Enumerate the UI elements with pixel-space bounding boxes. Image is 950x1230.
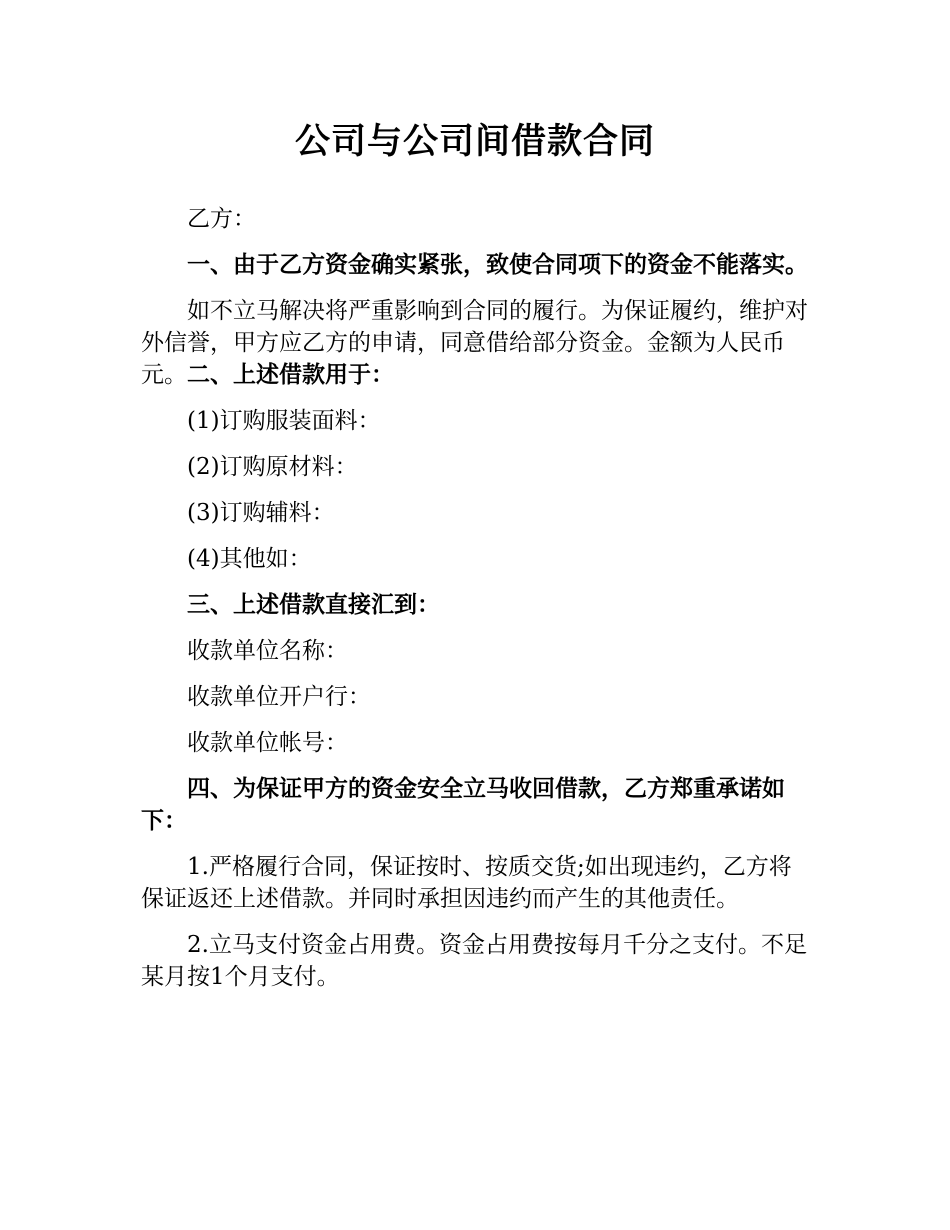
section-3-heading: 三、上述借款直接汇到： <box>187 592 440 618</box>
use-item-2: (2)订购原材料： <box>187 454 358 480</box>
payee-name-line: 收款单位名称： <box>187 638 348 664</box>
section-2-heading: 二、上述借款用于： <box>187 362 394 388</box>
use-item-3: (3)订购辅料： <box>187 500 335 526</box>
commitment-2: 2.立马支付资金占用费。资金占用费按每月千分之支付。不足某月按1个月支付。 <box>141 932 807 990</box>
document-body <box>141 203 813 1007</box>
payee-bank-line: 收款单位开户行： <box>187 684 371 710</box>
use-item-4: (4)其他如： <box>187 546 312 572</box>
section-1-heading: 一、由于乙方资金确实紧张，致使合同项下的资金不能落实。 <box>187 252 808 278</box>
commitment-1: 1.严格履行合同，保证按时、按质交货;如出现违约，乙方将保证返还上述借款。并同时承担因违约而产生的其他责任。 <box>141 854 792 912</box>
section-1-paragraph <box>141 295 813 391</box>
payee-account-line: 收款单位帐号： <box>187 730 348 756</box>
document-title: 公司与公司间借款合同 <box>294 122 655 162</box>
party-b-line: 乙方： <box>187 206 256 232</box>
section-4-heading: 四、为保证甲方的资金安全立马收回借款，乙方郑重承诺如下： <box>141 776 785 834</box>
use-item-1: (1)订购服装面料： <box>187 408 381 434</box>
section-1-body: 如不立马解决将严重影响到合同的履行。为保证履约，维护对外信誉，甲方应乙方的申请，同意借给部分资金。金额为人民币元。 <box>141 298 808 388</box>
